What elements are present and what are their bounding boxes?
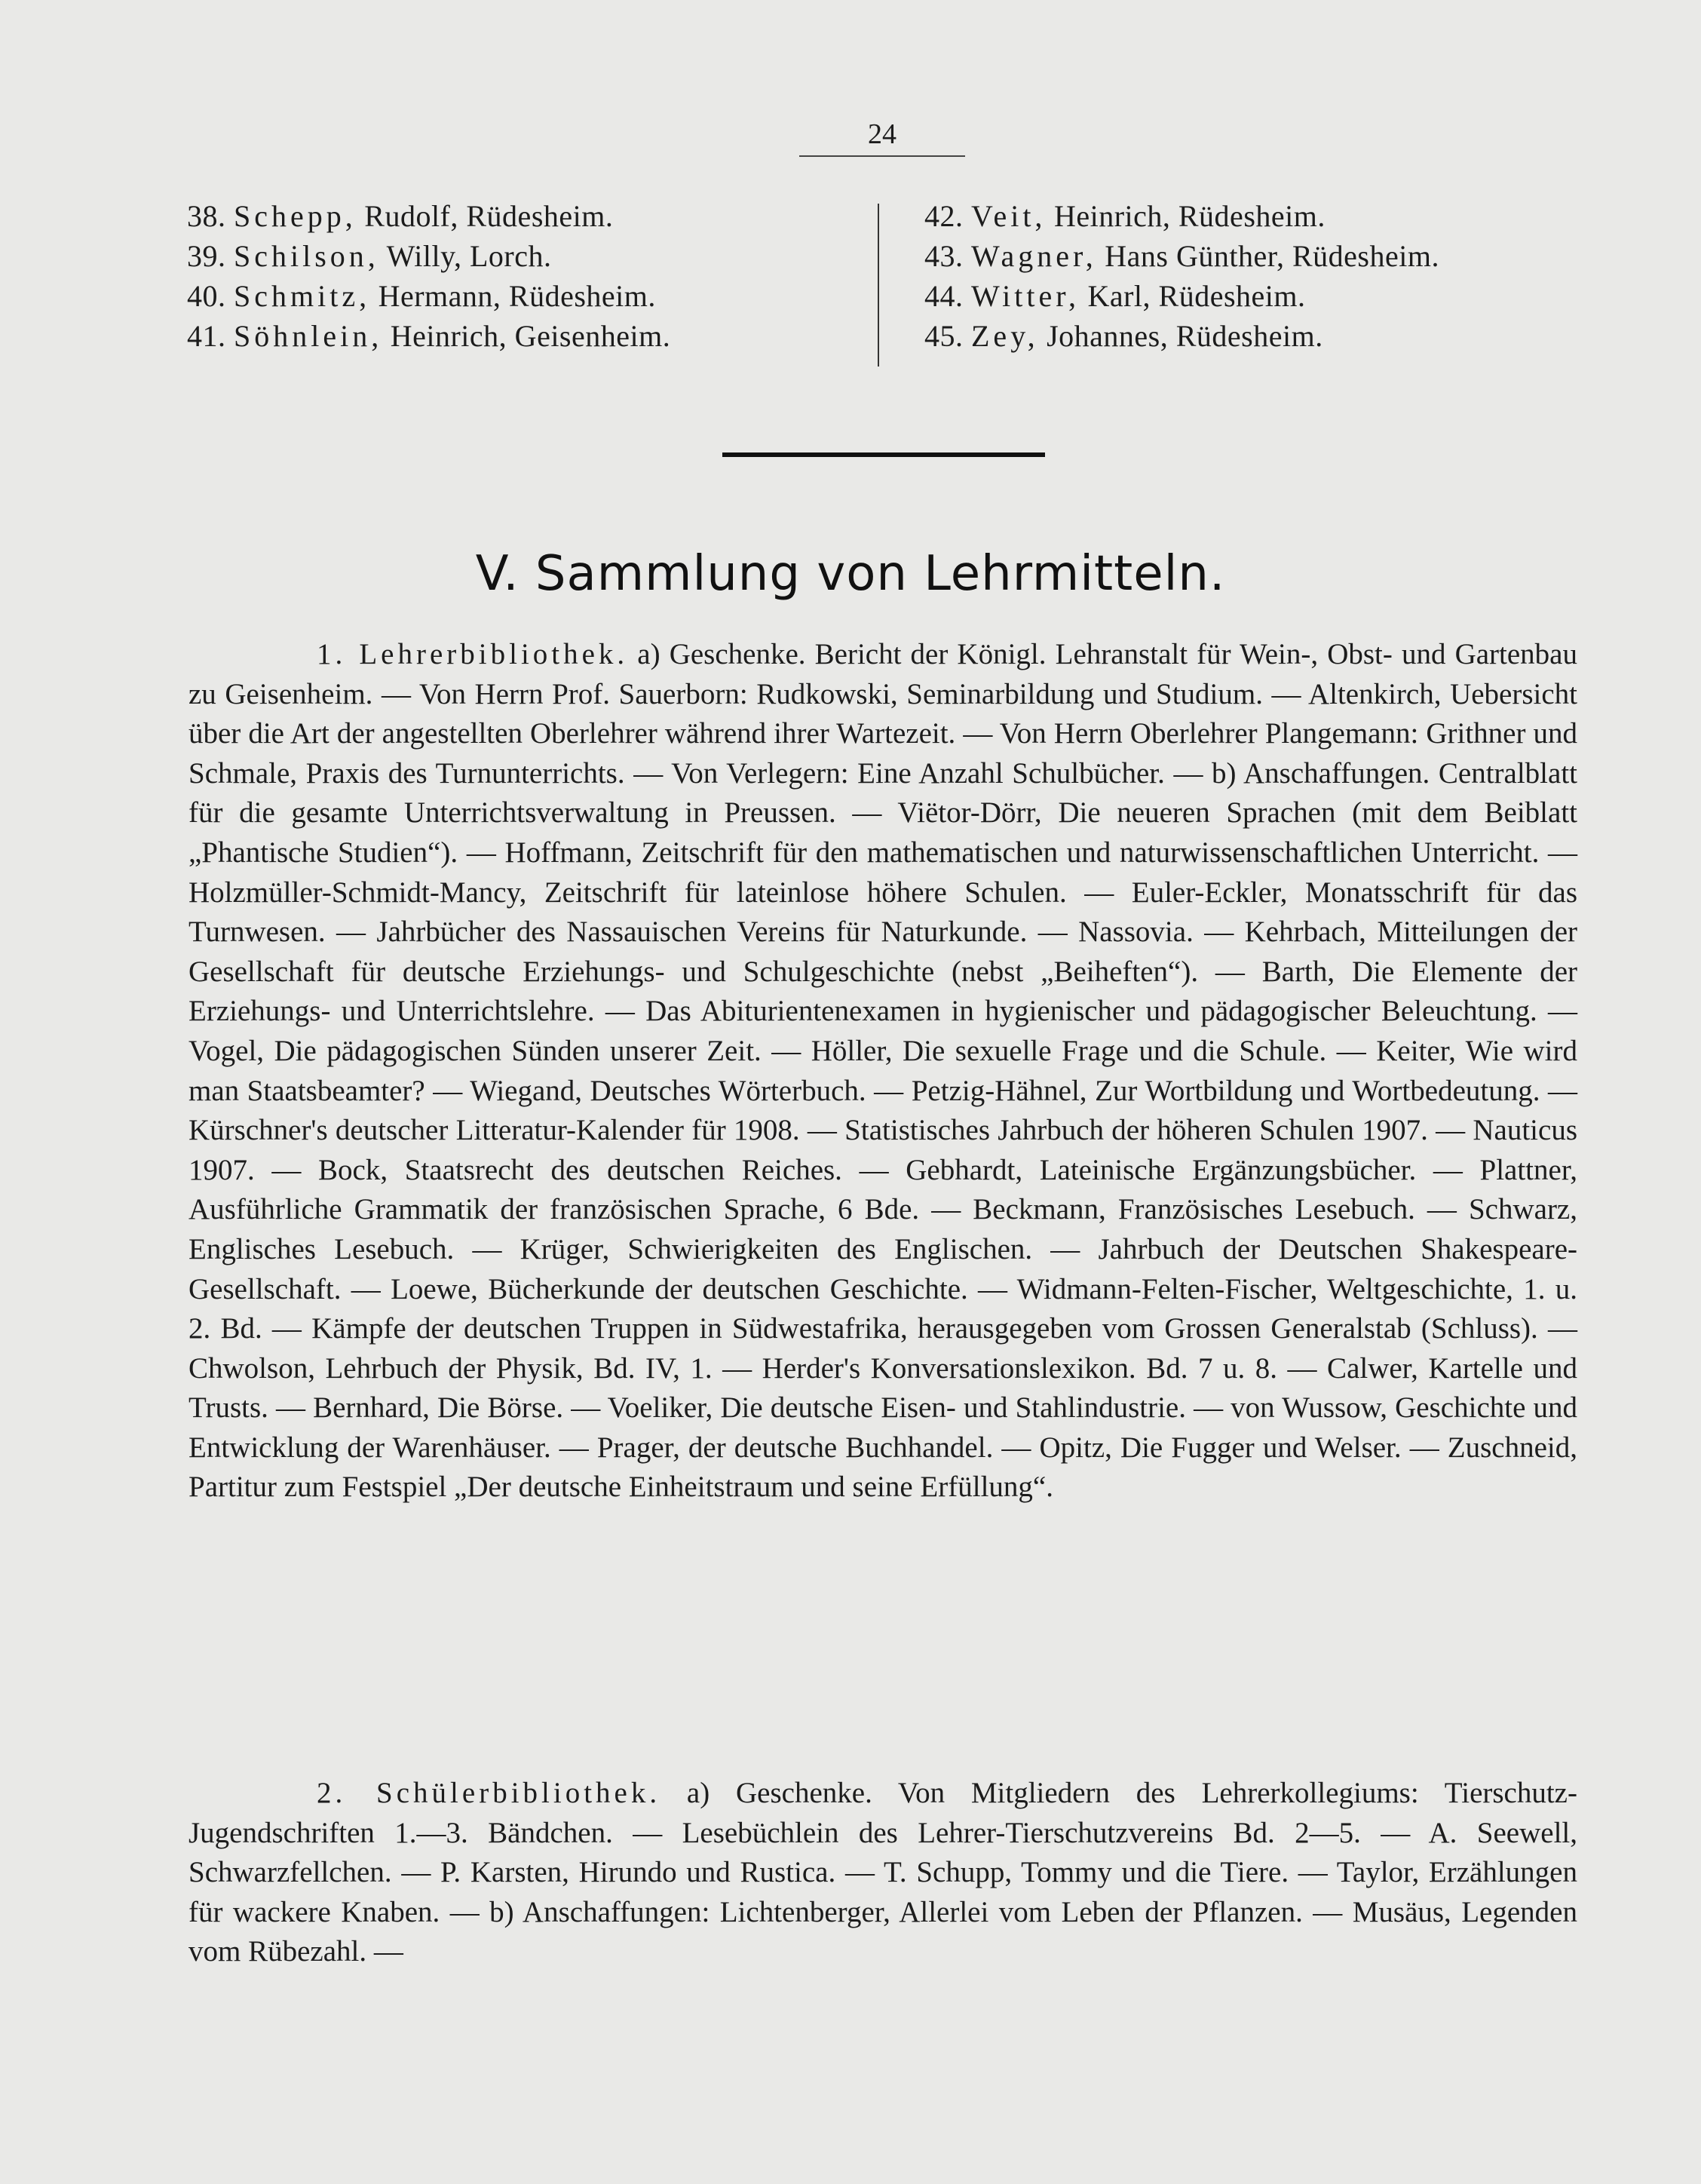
surname: Wagner, [971, 239, 1097, 273]
surname: Zey, [971, 319, 1039, 353]
list-item [924, 316, 1603, 356]
list-detail: Hermann, Rüdesheim. [370, 279, 656, 313]
list-number: 45. [924, 319, 964, 353]
page-number: 24 [799, 115, 965, 157]
list-item [187, 196, 851, 236]
list-number: 42. [924, 199, 964, 233]
surname: Schilson, [234, 239, 379, 273]
surname: Witter, [971, 279, 1080, 313]
list-number: 40. [187, 279, 226, 313]
surname: Söhnlein, [234, 319, 383, 353]
paragraph-label: 1. Lehrerbibliothek. [317, 638, 629, 670]
list-detail: Karl, Rüdesheim. [1079, 279, 1306, 313]
name-list-left [187, 196, 851, 356]
paragraph-schuelerbibliothek [188, 1774, 1577, 1972]
list-detail: Heinrich, Rüdesheim. [1046, 199, 1326, 233]
list-number: 39. [187, 239, 226, 273]
list-number: 38. [187, 199, 226, 233]
list-detail: Rudolf, Rüdesheim. [356, 199, 614, 233]
surname: Schmitz, [234, 279, 371, 313]
list-item [924, 236, 1603, 276]
list-item [187, 316, 851, 356]
paragraph-label: 2. Schülerbibliothek. [317, 1777, 661, 1809]
list-detail: Heinrich, Geisenheim. [382, 319, 671, 353]
paragraph-text: a) Geschenke. Bericht der Königl. Lehranstalt für Wein-, Obst- und Gartenbau zu Geisenheim. — Von Herrn Prof. Sauerborn: Rudkowski, Seminarbildung und Studium. — Altenkirch, Uebersicht über die Art der angestellten Oberlehrer während ihrer Wartezeit. — Von Herrn Oberlehrer Plangemann: Grithner und Schmale, Praxis des Turnunterrichts. — Von Verlegern: Eine Anzahl Schulbücher. — b) Anschaffungen. Centralblatt für die gesamte Unterrichtsverwaltung in Preussen. — Viëtor-Dörr, Die neueren Sprachen (mit dem Beiblatt „Phantische Studien“). — Hoffmann, Zeitschrift für den mathematischen und naturwissenschaftlichen Unterricht. — Holzmüller-Schmidt-Mancy, Zeitschrift für lateinlose höhere Schulen. — Euler-Eckler, Monatsschrift für das Turnwesen. — Jahrbücher des Nassauischen Vereins für Naturkunde. — Nassovia. — Kehrbach, Mitteilungen der Gesellschaft für deutsche Erziehungs- und Schulgeschichte (nebst „Beiheften“). — Barth, Die Elemente der Erziehungs- und Unterrichtslehre. — Das Abiturientenexamen in hygienischer und pädagogischer Beleuchtung. — Vogel, Die pädagogischen Sünden unserer Zeit. — Höller, Die sexuelle Frage und die Schule. — Keiter, Wie wird man Staatsbeamter? — Wiegand, Deutsches Wörterbuch. — Petzig-Hähnel, Zur Wortbildung und Wortbedeutung. — Kürschner's deutscher Litteratur-Kalender für 1908. — Statistisches Jahrbuch der höheren Schulen 1907. — Nauticus 1907. — Bock, Staatsrecht des deutschen Reiches. — Gebhardt, Lateinische Ergänzungsbücher. — Plattner, Ausführliche Grammatik der französischen Sprache, 6 Bde. — Beckmann, Französisches Lesebuch. — Schwarz, Englisches Lesebuch. — Krüger, Schwierigkeiten des Englischen. — Jahrbuch der Deutschen Shakespeare-Gesellschaft. — Loewe, Bücherkunde der deutschen Geschichte. — Widmann-Felten-Fischer, Weltgeschichte, 1. u. 2. Bd. — Kämpfe der deutschen Truppen in Südwestafrika, herausgegeben vom Grossen Generalstab (Schluss). — Chwolson, Lehrbuch der Physik, Bd. IV, 1. — Herder's Konversationslexikon. Bd. 7 u. 8. — Calwer, Kartelle und Trusts. — Bernhard, Die Börse. — Voeliker, Die deutsche Eisen- und Stahlindustrie. — von Wussow, Geschichte und Entwicklung der Warenhäuser. — Prager, der deutsche Buchhandel. — Opitz, Die Fugger und Welser. — Zuschneid, Partitur zum Festspiel „Der deutsche Einheitstraum und seine Erfüllung“. [188, 638, 1577, 1504]
list-item [924, 196, 1603, 236]
section-heading: V. Sammlung von Lehrmitteln. [475, 546, 1226, 602]
column-divider [878, 204, 879, 367]
list-number: 41. [187, 319, 226, 353]
list-detail: Willy, Lorch. [379, 239, 552, 273]
paragraph-lehrerbibliothek [188, 635, 1577, 1508]
list-detail: Johannes, Rüdesheim. [1038, 319, 1323, 353]
paragraph-text: a) Geschenke. Von Mitgliedern des Lehrerkollegiums: Tierschutz-Jugendschriften 1.—3. Bändchen. — Lesebüchlein des Lehrer-Tierschutzvereins Bd. 2—5. — A. Seewell, Schwarzfellchen. — P. Karsten, Hirundo und Rustica. — T. Schupp, Tommy und die Tiere. — Taylor, Erzählungen für wackere Knaben. — b) Anschaffungen: Lichtenberger, Allerlei vom Leben der Pflanzen. — Musäus, Legenden vom Rübezahl. — [188, 1777, 1577, 1968]
surname: Veit, [971, 199, 1047, 233]
list-number: 43. [924, 239, 964, 273]
list-detail: Hans Günther, Rüdesheim. [1096, 239, 1439, 273]
surname: Schepp, [234, 199, 357, 233]
list-item [924, 276, 1603, 316]
name-list-right [924, 196, 1603, 356]
list-item [187, 236, 851, 276]
list-item [187, 276, 851, 316]
section-divider [722, 452, 1045, 457]
list-number: 44. [924, 279, 964, 313]
